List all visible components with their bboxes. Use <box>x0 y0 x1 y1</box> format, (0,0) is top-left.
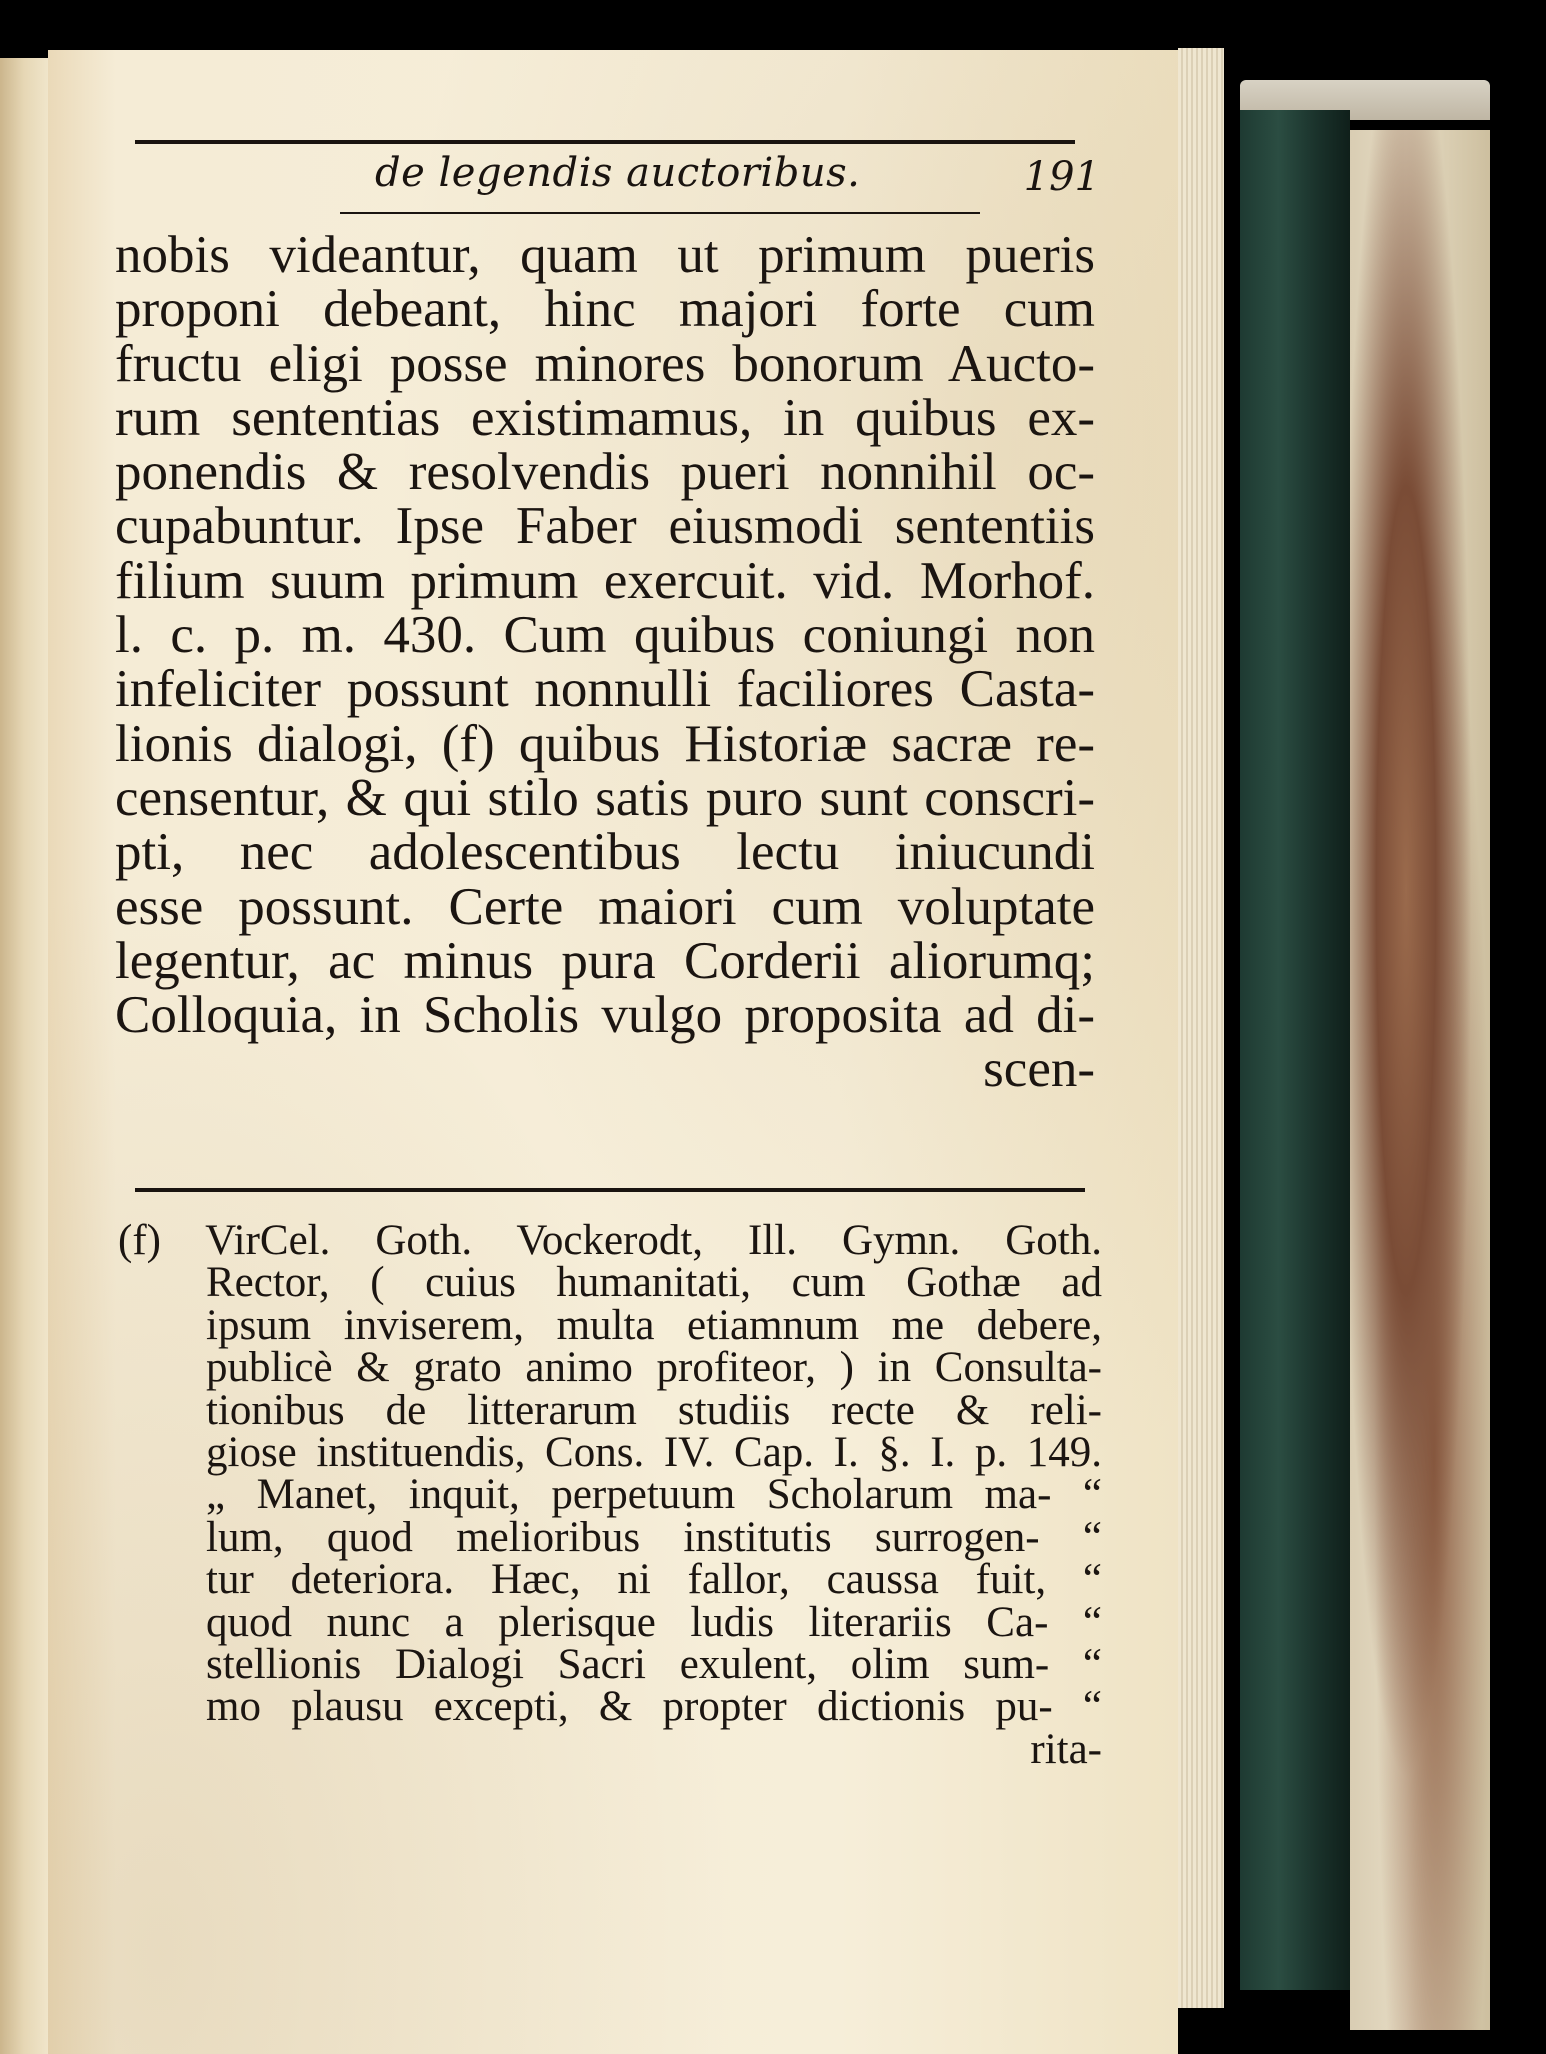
header <box>135 150 1100 214</box>
body-line: nobis videantur, quam ut primum pueris <box>115 226 1095 284</box>
footnote-rule <box>135 1188 1085 1192</box>
footnote-line: quod nunc a plerisque ludis literariis Ca- “ <box>206 1598 1102 1646</box>
footnote-line: stellionis Dialogi Sacri exulent, olim sum- “ <box>206 1640 1102 1688</box>
body-line: Colloquia, in Scholis vulgo proposita ad di- <box>115 986 1095 1045</box>
footnote-line: Rector, ( cuius humanitati, cum Gothæ ad <box>206 1259 1102 1307</box>
page-number: 191 <box>1023 154 1100 200</box>
footnote-line: ipsum inviserem, multa etiamnum me debere, <box>206 1301 1102 1349</box>
footnote-line: giose instituendis, Cons. IV. Cap. I. §. I. p. 149. <box>206 1428 1102 1476</box>
header-rule <box>135 140 1075 144</box>
page-edges <box>1178 48 1224 2008</box>
left-page-edge <box>0 58 50 2054</box>
footnote-line: lum, quod melioribus institutis surrogen- “ <box>206 1513 1102 1561</box>
footnote <box>118 1217 1102 1773</box>
header-underline <box>340 212 980 214</box>
catchword: scen- <box>983 1040 1095 1099</box>
body-line: fructu eligi posse minores bonorum Aucto- <box>115 334 1095 393</box>
body-line: censentur, & qui stilo satis puro sunt conscri- <box>115 768 1095 827</box>
running-head: de legendis auctoribus. <box>375 150 861 196</box>
footnote-line: tur deteriora. Hæc, ni fallor, caussa fuit, “ <box>206 1556 1102 1604</box>
footnote-line: (f) VirCel. Goth. Vockerodt, Ill. Gymn. Goth. <box>118 1217 1102 1264</box>
footnote-line: publicè & grato animo profiteor, ) in Consulta- <box>206 1344 1102 1392</box>
footnote-line: tionibus de litterarum studiis recte & reli- <box>206 1386 1102 1434</box>
body-line: l. c. p. m. 430. Cum quibus coniungi non <box>115 606 1095 665</box>
body-text <box>115 228 1095 1097</box>
body-line: infeliciter possunt nonnulli faciliores Casta- <box>115 660 1095 719</box>
body-line: lionis dialogi, (f) quibus Historiæ sacræ re- <box>115 714 1095 773</box>
body-line: cupabuntur. Ipse Faber eiusmodi sententiis <box>115 497 1095 556</box>
body-line: filium suum primum exercuit. vid. Morhof. <box>115 551 1095 610</box>
body-line: proponi debeant, hinc majori forte cum <box>115 280 1095 339</box>
vellum-binding <box>1350 130 1490 2030</box>
footnote-line: mo plausu excepti, & propter dictionis pu- “ <box>206 1683 1102 1731</box>
body-line: pti, nec adolescentibus lectu iniucundi <box>115 823 1095 882</box>
catchword: rita- <box>1030 1725 1102 1773</box>
green-page-edge <box>1240 110 1350 1990</box>
body-line: esse possunt. Certe maiori cum voluptate <box>115 877 1095 936</box>
body-line: rum sententias existimamus, in quibus ex- <box>115 388 1095 447</box>
body-line: legentur, ac minus pura Corderii aliorumq; <box>115 931 1095 990</box>
footnote-line: „ Manet, inquit, perpetuum Scholarum ma- “ <box>206 1471 1102 1519</box>
body-line: ponendis & resolvendis pueri nonnihil oc- <box>115 443 1095 502</box>
